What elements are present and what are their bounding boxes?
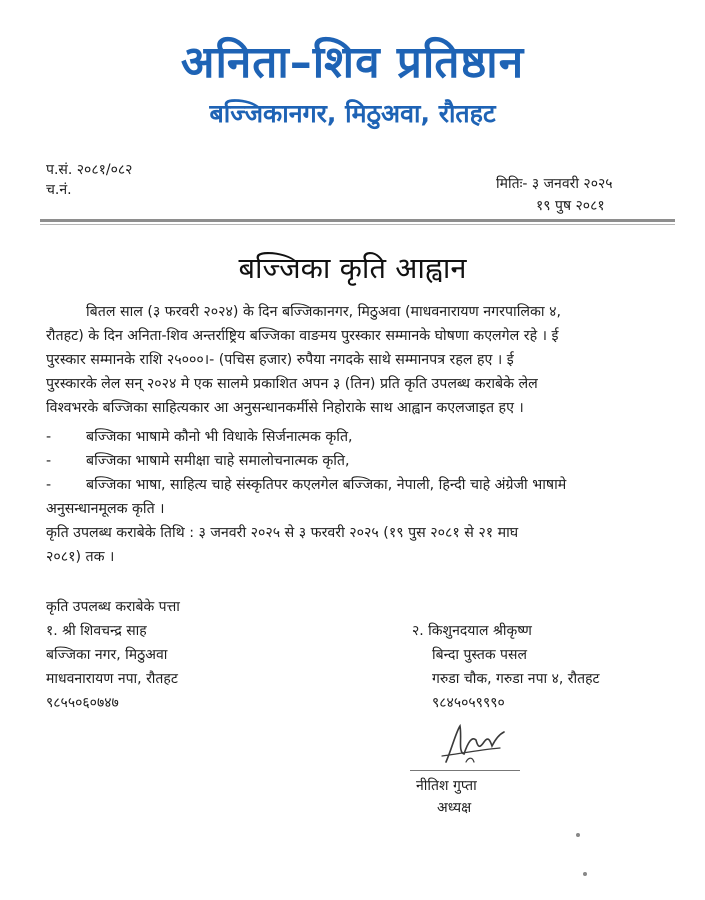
paper-speck	[583, 872, 587, 876]
header-divider	[40, 219, 675, 222]
signature-line	[410, 770, 520, 771]
bullet-dash: -	[46, 477, 52, 493]
dispatch-number: च.नं.	[46, 182, 72, 198]
paragraph-line: विश्वभरके बज्जिका साहित्यकार आ अनुसन्धानकर्मीसे निहोराके साथ आह्वान कएलजाइत हए ।	[46, 400, 524, 416]
signatory-name: नीतिश गुप्ता	[416, 778, 477, 794]
organization-name: अनिता–शिव प्रतिष्ठान	[180, 37, 525, 88]
bullet-continuation	[46, 497, 657, 521]
bullet-item	[46, 473, 657, 497]
contact1-phone: ९८५५०६०७४७	[46, 695, 119, 711]
deadline-paragraph	[46, 521, 657, 569]
contact2-shop: बिन्दा पुस्तक पसल	[432, 647, 527, 663]
body-paragraph	[46, 300, 657, 420]
header-divider-thin	[40, 224, 675, 225]
contact2-name: २. किशुनदयाल श्रीकृष्ण	[412, 623, 532, 639]
paragraph-line: रौतहट) के दिन अनिता-शिव अन्तर्राष्ट्रिय बज्जिका वाङमय पुरस्कार सम्मानके घोषणा कएलगेल रहे । ई	[46, 328, 559, 344]
bullet-text: बज्जिका भाषामे समीक्षा चाहे समालोचनात्मक कृति,	[86, 453, 350, 469]
paper-speck	[576, 833, 580, 837]
organization-address: बज्जिकानगर, मिठुअवा, रौतहट	[209, 99, 496, 128]
bullet-dash: -	[46, 429, 52, 445]
contact2-address: गरुडा चौक, गरुडा नपा ४, रौतहट	[432, 671, 600, 687]
bullet-item	[46, 449, 657, 473]
contact1-address: बज्जिका नगर, मिठुअवा	[46, 647, 168, 663]
bullet-item	[46, 425, 657, 449]
document-title: बज्जिका कृति आह्वान	[238, 251, 467, 285]
bullet-text: अनुसन्धानमूलक कृति ।	[46, 501, 165, 517]
bullet-dash: -	[46, 453, 52, 469]
contact2-phone: ९८४५०५९९९०	[432, 695, 505, 711]
signatory-designation: अध्यक्ष	[437, 800, 472, 816]
handwritten-signature	[438, 718, 508, 770]
paragraph-line: कृति उपलब्ध कराबेके तिथि : ३ जनवरी २०२५ से ३ फरवरी २०२५ (१९ पुस २०८१ से २१ माघ	[46, 525, 519, 541]
bullet-text: बज्जिका भाषा, साहित्य चाहे संस्कृतिपर कएलगेल बज्जिका, नेपाली, हिन्दी चाहे अंग्रेजी भाषामे	[86, 477, 567, 493]
contact1-municipality: माधवनारायण नपा, रौतहट	[46, 671, 178, 687]
bullet-text: बज्जिका भाषामे कौनो भी विधाके सिर्जनात्मक कृति,	[86, 429, 353, 445]
date-gregorian: मितिः- ३ जनवरी २०२५	[496, 176, 613, 192]
date-bikram: १९ पुष २०८१	[536, 198, 605, 214]
paragraph-line: पुरस्कार सम्मानके राशि २५०००।- (पचिस हजार) रुपैया नगदके साथे सम्मानपत्र रहल हए । ई	[46, 352, 514, 368]
paragraph-line: पुरस्कारके लेल सन् २०२४ मे एक सालमे प्रकाशित अपन ३ (तिन) प्रति कृति उपलब्ध कराबेके लेल	[46, 376, 538, 392]
paragraph-line: २०८१) तक ।	[46, 549, 115, 565]
submission-heading: कृति उपलब्ध कराबेके पत्ता	[46, 599, 180, 615]
contact1-name: १. श्री शिवचन्द्र साह	[46, 623, 147, 639]
fiscal-year-reference: प.सं. २०८१/०८२	[46, 162, 133, 178]
paragraph-line: बितल साल (३ फरवरी २०२४) के दिन बज्जिकानगर, मिठुअवा (माधवनारायण नगरपालिका ४,	[86, 304, 561, 320]
